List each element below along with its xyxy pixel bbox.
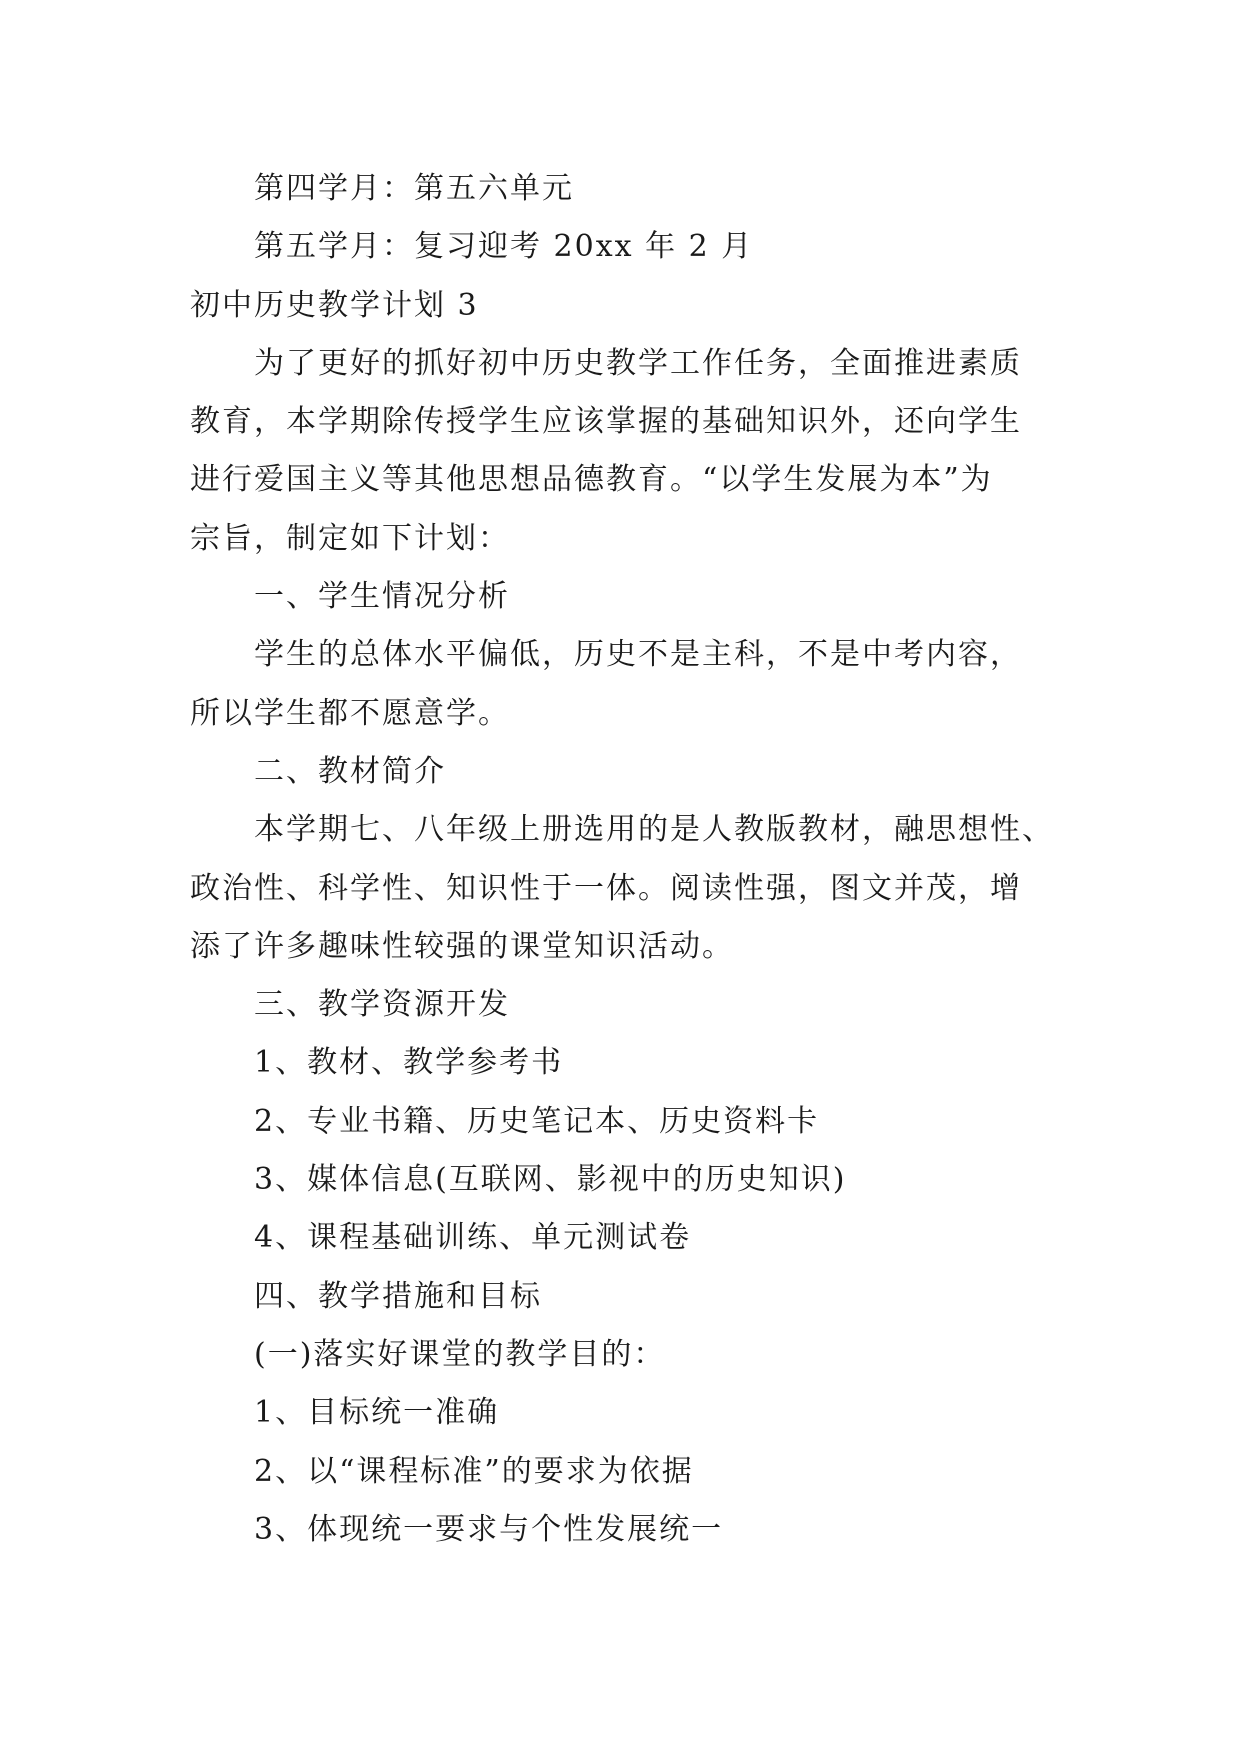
text-line: 学生的总体水平偏低，历史不是主科，不是中考内容， xyxy=(254,637,1022,673)
text-line: 添了许多趣味性较强的课堂知识活动。 xyxy=(190,928,734,964)
list-item: 4、课程基础训练、单元测试卷 xyxy=(254,1220,692,1256)
document-body xyxy=(190,160,1070,1559)
list-item: 3、媒体信息(互联网、影视中的历史知识) xyxy=(254,1162,847,1198)
text-line: 第四学月：第五六单元 xyxy=(254,171,574,206)
text-line: 本学期七、八年级上册选用的是人教版教材，融思想性、 xyxy=(254,812,1054,848)
list-item: 1、目标统一准确 xyxy=(254,1395,500,1431)
text-line: 第五学月：复习迎考 20xx 年 2 月 xyxy=(254,229,754,265)
list-item: 3、体现统一要求与个性发展统一 xyxy=(254,1511,724,1547)
text-line: 进行爱国主义等其他思想品德教育。“以学生发展为本”为 xyxy=(190,462,993,498)
text-line: 为了更好的抓好初中历史教学工作任务，全面推进素质 xyxy=(254,345,1022,381)
section-heading: 二、教材简介 xyxy=(254,753,446,789)
text-line: 教育，本学期除传授学生应该掌握的基础知识外，还向学生 xyxy=(190,404,1022,440)
list-item: 2、专业书籍、历史笔记本、历史资料卡 xyxy=(254,1103,820,1139)
section-title: 初中历史教学计划 3 xyxy=(190,287,479,323)
list-item: 1、教材、教学参考书 xyxy=(254,1045,564,1081)
text-line: 宗旨，制定如下计划： xyxy=(190,520,510,556)
list-item: 2、以“课程标准”的要求为依据 xyxy=(254,1453,694,1489)
section-heading: 四、教学措施和目标 xyxy=(254,1278,542,1314)
text-line: 所以学生都不愿意学。 xyxy=(190,695,510,731)
section-heading: 一、学生情况分析 xyxy=(254,579,510,615)
text-line: 政治性、科学性、知识性于一体。阅读性强，图文并茂，增 xyxy=(190,870,1022,906)
section-heading: 三、教学资源开发 xyxy=(254,987,510,1023)
subsection-heading: (一)落实好课堂的教学目的： xyxy=(254,1336,666,1372)
